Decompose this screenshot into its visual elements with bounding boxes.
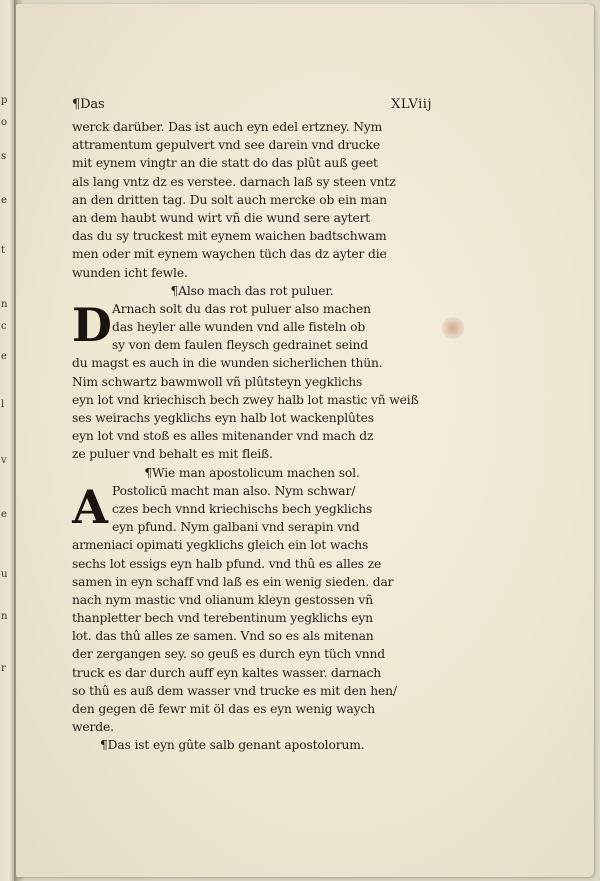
- section-heading: ¶Das ist eyn gûte salb genant apostolorum.: [100, 738, 365, 753]
- text-line: eyn lot vnd kriechisch bech zwey halb lot mastic vñ weiß: [72, 392, 419, 407]
- text-line: samen in eyn schaff vnd laß es ein wenig sieden. dar: [72, 574, 394, 589]
- text-line: attramentum gepulvert vnd see darein vnd drucke: [72, 138, 380, 153]
- text-line: an dem haubt wund wirt vñ die wund sere aytert: [72, 210, 371, 225]
- page-text: [72, 96, 432, 755]
- text-line: mit eynem vingtr an die statt do das plût auß geet: [72, 156, 378, 171]
- text-line: nach nym mastic vnd olianum kleyn gestossen vñ: [72, 592, 373, 607]
- decorated-initial-a: A: [72, 479, 108, 534]
- folio-number: XLViij: [391, 97, 432, 112]
- paragraph-2: [72, 297, 432, 464]
- text-line: eyn lot vnd stoß es alles mitenander vnd mach dz: [72, 429, 374, 444]
- text-line: truck es dar durch auff eyn kaltes wasser. darnach: [72, 665, 382, 680]
- paragraph-1: [72, 118, 432, 282]
- text-line: Postolicū macht man also. Nym schwar/: [112, 483, 356, 498]
- decorated-initial-d: D: [72, 297, 112, 352]
- text-line: den gegen dē fewr mit öl das es eyn wenig waych: [72, 702, 375, 716]
- text-line: men oder mit eynem waychen tüch das dz ayter die: [72, 247, 387, 262]
- running-header: [72, 96, 432, 118]
- text-line: lot. das thû alles ze samen. Vnd so es als mitenan: [72, 629, 374, 644]
- text-line: du magst es auch in die wunden sicherlichen thün.: [72, 356, 383, 371]
- text-line: ses weirachs yegklichs eyn halb lot wackenplûtes: [72, 411, 374, 425]
- page-stain: [442, 317, 464, 339]
- text-line: wunden icht fewle.: [72, 265, 188, 280]
- section-heading: ¶Wie man apostolicum machen sol.: [144, 465, 360, 480]
- header-catchword: ¶Das: [72, 97, 105, 112]
- text-line: das heyler alle wunden vnd alle fisteln ob: [112, 320, 366, 335]
- text-line: Arnach solt du das rot puluer also machen: [112, 301, 371, 316]
- previous-page-edge: p o s e t n c e l v e u n r: [0, 0, 14, 881]
- section-heading: ¶Also mach das rot puluer.: [170, 283, 334, 298]
- text-line: werde.: [72, 720, 114, 735]
- text-line: eyn pfund. Nym galbani vnd serapin vnd: [112, 520, 360, 535]
- text-line: an den dritten tag. Du solt auch mercke ob ein man: [72, 192, 387, 207]
- text-line: ze puluer vnd behalt es mit fleiß.: [72, 447, 273, 462]
- text-line: sy von dem faulen fleysch gedrainet seind: [112, 338, 369, 353]
- text-line: thanpletter bech vnd terebentinum yegklichs eyn: [72, 611, 373, 626]
- paragraph-3: [72, 479, 432, 737]
- text-line: als lang vntz dz es verstee. darnach laß sy steen vntz: [72, 174, 396, 189]
- text-line: so thû es auß dem wasser vnd trucke es mit den hen/: [72, 683, 397, 698]
- text-line: der zergangen sey. so geuß es durch eyn tüch vnnd: [72, 647, 386, 662]
- text-line: das du sy truckest mit eynem waichen badtschwam: [72, 229, 387, 244]
- text-line: Nim schwartz bawmwoll vñ plûtsteyn yegklichs: [72, 374, 363, 389]
- text-line: armeniaci opimati yegklichs gleich ein lot wachs: [72, 538, 369, 553]
- text-line: czes bech vnnd kriechischs bech yegklichs: [112, 501, 373, 516]
- text-line: sechs lot essigs eyn halb pfund. vnd thû es alles ze: [72, 556, 382, 571]
- text-line: werck darüber. Das ist auch eyn edel ertzney. Nym: [72, 120, 383, 134]
